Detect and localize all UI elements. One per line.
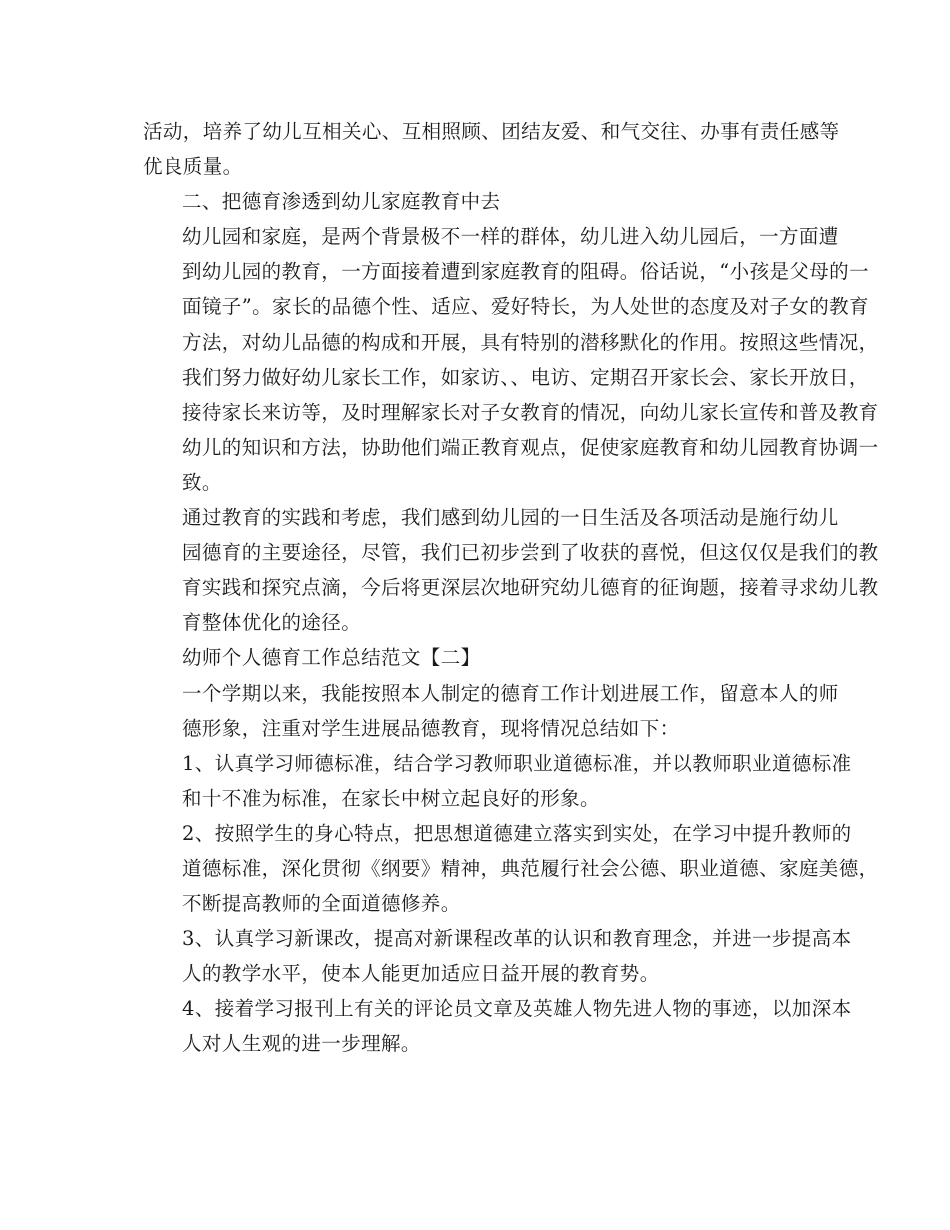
text-line: 致。 <box>182 470 222 494</box>
paragraph <box>143 921 852 991</box>
paragraph <box>143 816 879 921</box>
text-line: 活动，培养了幼儿互相关心、互相照顾、团结友爱、和气交往、办事有责任感等 <box>143 120 840 143</box>
text-line: 面镜子”。家长的品德个性、适应、爱好特长，为人处世的态度及对子女的教育 <box>182 295 869 319</box>
text-line: 二、把德育渗透到幼儿家庭教育中去 <box>182 190 501 214</box>
text-line: 幼儿园和家庭，是两个背景极不一样的群体，幼儿进入幼儿园后，一方面遭 <box>182 225 839 249</box>
text-line: 2、按照学生的身心特点，把思想道德建立落实到实处，在学习中提升教师的 <box>182 821 852 845</box>
paragraph <box>143 991 852 1061</box>
text-line: 方法，对幼儿品德的构成和开展，具有特别的潜移默化的作用。按照这些情况， <box>182 330 879 354</box>
text-line: 幼儿的知识和方法，协助他们端正教育观点，促使家庭教育和幼儿园教育协调一 <box>182 435 879 459</box>
text-line: 通过教育的实践和考虑，我们感到幼儿园的一日生活及各项活动是施行幼儿 <box>182 506 839 530</box>
paragraph <box>143 676 839 746</box>
text-line: 3、认真学习新课改，提高对新课程改革的认识和教育理念，并进一步提高本 <box>182 927 852 951</box>
text-line: 育实践和探究点滴，今后将更深层次地研究幼儿德育的征询题，接着寻求幼儿教 <box>182 576 879 600</box>
paragraph <box>143 184 813 219</box>
paragraph <box>143 219 879 500</box>
paragraph <box>143 114 840 184</box>
text-line: 人的教学水平，使本人能更加适应日益开展的教育势。 <box>182 962 660 986</box>
text-line: 优良质量。 <box>143 155 243 179</box>
paragraph <box>143 500 879 640</box>
text-line: 育整体优化的途径。 <box>182 611 362 635</box>
paragraph <box>143 640 813 675</box>
text-line: 不断提高教师的全面道德修养。 <box>182 892 461 916</box>
text-line: 一个学期以来，我能按照本人制定的德育工作计划进展工作，留意本人的师 <box>182 681 839 705</box>
text-line: 园德育的主要途径，尽管，我们已初步尝到了收获的喜悦，但这仅仅是我们的教 <box>182 541 879 565</box>
text-line: 人对人生观的进一步理解。 <box>182 1032 421 1056</box>
text-line: 幼师个人德育工作总结范文【二】 <box>182 646 481 670</box>
document-body <box>143 114 879 1062</box>
text-line: 接待家长来访等，及时理解家长对子女教育的情况，向幼儿家长宣传和普及教育 <box>182 400 879 424</box>
text-line: 4、接着学习报刊上有关的评论员文章及英雄人物先进人物的事迹，以加深本 <box>182 997 852 1021</box>
text-line: 道德标准，深化贯彻《纲要》精神，典范履行社会公德、职业道德、家庭美德， <box>182 856 879 880</box>
text-line: 我们努力做好幼儿家长工作，如家访、、电访、定期召开家长会、家长开放日， <box>182 365 869 389</box>
paragraph <box>143 746 852 816</box>
text-line: 德形象，注重对学生进展品德教育，现将情况总结如下： <box>182 716 680 740</box>
text-line: 1、认真学习师德标准，结合学习教师职业道德标准，并以教师职业道德标准 <box>182 751 852 775</box>
text-line: 和十不准为标准，在家长中树立起良好的形象。 <box>182 786 600 810</box>
text-line: 到幼儿园的教育，一方面接着遭到家庭教育的阻碍。俗话说，“小孩是父母的一 <box>182 260 869 284</box>
